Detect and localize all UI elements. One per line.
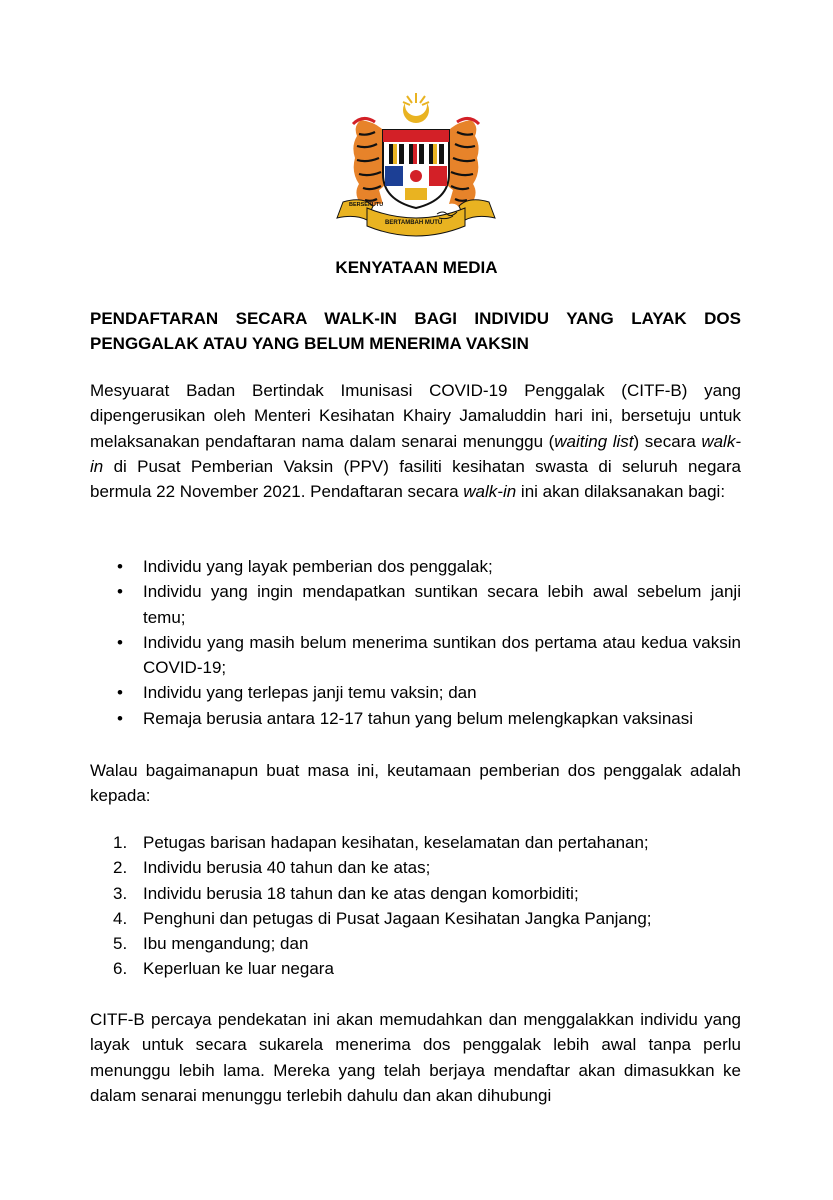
bullet-icon: • (117, 582, 123, 602)
document-heading: KENYATAAN MEDIA (335, 258, 498, 277)
list-item-number: 3. (113, 883, 128, 903)
list-item (90, 830, 741, 855)
star-crescent-icon (403, 93, 429, 123)
bullet-icon: • (117, 708, 123, 728)
paragraph-priority: Walau bagaimanapun buat masa ini, keutamaan pemberian dos penggalak adalah kepada: (90, 761, 741, 806)
paragraph-intro-italic-1: waiting list (554, 431, 634, 451)
list-item-text: Individu berusia 18 tahun dan ke atas dengan komorbiditi; (143, 883, 579, 903)
list-item (90, 630, 741, 681)
list-item-text: Individu yang layak pemberian dos penggalak; (143, 557, 493, 576)
bullet-list (90, 554, 741, 731)
bullet-icon: • (117, 557, 123, 576)
list-item (90, 906, 741, 931)
motto-bottom-text: BERTAMBAH MUTU (385, 220, 443, 226)
list-item-number: 2. (113, 858, 128, 878)
shield-icon (383, 130, 449, 208)
bullet-icon: • (117, 683, 123, 703)
paragraph-conclusion: CITF-B percaya pendekatan ini akan memudahkan dan menggalakkan individu yang layak untuk secara sukarela menerima dos penggalak lebih awal tanpa perlu menunggu lebih lama. Mereka yang telah berjaya mendaftar akan dimasukkan ke dalam senarai menunggu terlebih dahulu dan akan dihubungi (90, 1010, 741, 1105)
list-item (90, 554, 741, 579)
list-item-text: Remaja berusia antara 12-17 tahun yang belum melengkapkan vaksinasi (143, 708, 694, 728)
document-title: PENDAFTARAN SECARA WALK-IN BAGI INDIVIDU YANG LAYAK DOS PENGGALAK ATAU YANG BELUM MENERIMA VAKSIN (90, 309, 741, 353)
paragraph-intro-text-3: di Pusat Pemberian Vaksin (PPV) fasiliti kesihatan swasta di seluruh negara bermula 22 November 2021. Pendaftaran secara (90, 456, 741, 502)
paragraph-intro (90, 378, 741, 504)
list-item (90, 956, 741, 981)
paragraph-intro-text-1: Mesyuarat Badan Bertindak Imunisasi COVID-19 Penggalak (CITF-B) yang dipengerusikan oleh Menteri Kesihatan Khairy Jamaluddin hari ini, bersetuju untuk melaksanakan pendaftaran nama dalam senarai menunggu ( (90, 381, 741, 451)
list-item-text: Individu yang terlepas janji temu vaksin; dan (143, 683, 477, 703)
list-item-number: 6. (113, 959, 128, 979)
list-item (90, 881, 741, 906)
list-item-text: Individu yang ingin mendapatkan suntikan secara lebih awal sebelum janji temu; (143, 582, 741, 627)
numbered-list (90, 830, 741, 982)
paragraph-intro-text-2: ) secara (633, 431, 702, 451)
list-item (90, 680, 741, 705)
list-item (90, 579, 741, 630)
list-item-text: Petugas barisan hadapan kesihatan, keselamatan dan pertahanan; (143, 833, 649, 852)
paragraph-intro-text-4: ini akan dilaksanakan bagi: (516, 482, 726, 502)
list-item-text: Ibu mengandung; dan (143, 934, 309, 954)
coat-of-arms-emblem (333, 90, 499, 240)
list-item-text: Penghuni dan petugas di Pusat Jagaan Kesihatan Jangka Panjang; (143, 908, 652, 928)
list-item-number: 4. (113, 908, 128, 928)
list-item-text: Individu berusia 40 tahun dan ke atas; (143, 858, 431, 878)
list-item (90, 855, 741, 880)
bullet-icon: • (117, 632, 123, 652)
list-item (90, 931, 741, 956)
paragraph-intro-italic-3: walk-in (463, 482, 517, 502)
paragraph-intro-italic-2: walk-in (90, 431, 741, 476)
list-item-text: Keperluan ke luar negara (143, 959, 334, 979)
motto-top-text: BERSEKUTU (349, 202, 384, 208)
list-item-number: 5. (113, 934, 128, 954)
list-item (90, 706, 741, 731)
list-item-number: 1. (113, 833, 128, 852)
list-item-text: Individu yang masih belum menerima suntikan dos pertama atau kedua vaksin COVID-19; (143, 632, 741, 678)
